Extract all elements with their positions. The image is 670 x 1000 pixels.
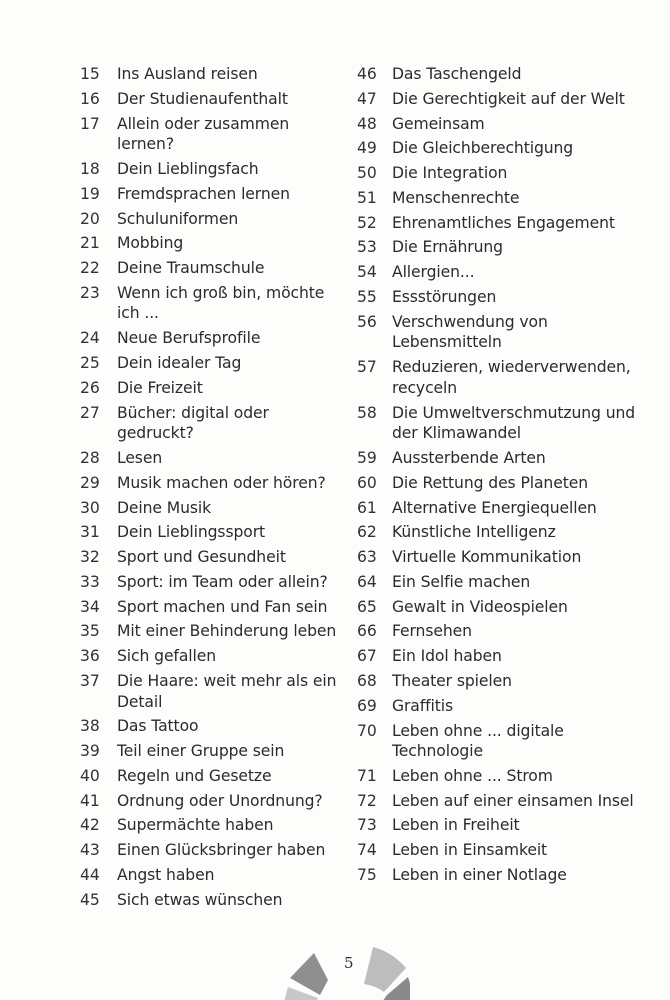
- topic-item: [80, 473, 348, 494]
- topic-item: [80, 865, 348, 886]
- topic-title: Gemeinsam: [392, 114, 485, 133]
- topic-item: [357, 89, 657, 110]
- topic-item: [357, 163, 657, 184]
- topic-item: [80, 890, 348, 911]
- topic-number: 75: [357, 866, 377, 885]
- topic-title: Schuluniformen: [117, 209, 239, 228]
- topic-item: [80, 353, 348, 374]
- topic-number: 41: [80, 791, 100, 810]
- topic-item: [80, 64, 348, 85]
- topic-number: 16: [80, 89, 100, 108]
- topic-item: [357, 237, 657, 258]
- topic-title: Ein Selfie machen: [392, 572, 531, 591]
- topic-number: 42: [80, 816, 100, 835]
- topic-item: [357, 721, 657, 762]
- topic-number: 74: [357, 841, 377, 860]
- topic-title: Teil einer Gruppe sein: [117, 742, 285, 761]
- topic-number: 17: [80, 114, 100, 133]
- topic-item: [80, 815, 348, 836]
- topic-title: Die Umweltverschmutzung und der Klimawandel: [392, 403, 636, 443]
- topic-number: 33: [80, 572, 100, 591]
- topic-number: 49: [357, 139, 377, 158]
- topic-number: 58: [357, 403, 377, 422]
- topic-number: 27: [80, 403, 100, 422]
- topic-title: Leben in Einsamkeit: [392, 841, 548, 860]
- topic-item: [357, 671, 657, 692]
- topic-number: 44: [80, 866, 100, 885]
- topic-item: [80, 209, 348, 230]
- topic-item: [80, 547, 348, 568]
- topic-item: [357, 473, 657, 494]
- topic-number: 55: [357, 288, 377, 307]
- topic-title: Ein Idol haben: [392, 647, 502, 666]
- topic-number: 57: [357, 358, 377, 377]
- topic-item: [80, 766, 348, 787]
- topic-number: 70: [357, 721, 377, 740]
- topic-title: Lesen: [117, 448, 163, 467]
- topic-title: Die Freizeit: [117, 378, 203, 397]
- topic-title: Graffitis: [392, 696, 454, 715]
- topic-item: [357, 312, 657, 353]
- topic-number: 53: [357, 238, 377, 257]
- topic-number: 35: [80, 622, 100, 641]
- topic-title: Dein Lieblingssport: [117, 523, 266, 542]
- topic-item: [357, 287, 657, 308]
- topic-title: Die Gerechtigkeit auf der Welt: [392, 89, 625, 108]
- topic-item: [80, 184, 348, 205]
- topic-item: [80, 283, 348, 324]
- topic-title: Die Ernährung: [392, 238, 503, 257]
- topic-title: Verschwendung von Lebensmitteln: [392, 312, 548, 352]
- topic-title: Deine Traumschule: [117, 259, 265, 278]
- topic-title: Allergien...: [392, 263, 475, 282]
- topic-title: Fremdsprachen lernen: [117, 184, 290, 203]
- topic-title: Die Gleichberechtigung: [392, 139, 574, 158]
- topic-list-left: [80, 64, 348, 915]
- topic-title: Allein oder zusammen lernen?: [117, 114, 290, 154]
- topic-title: Theater spielen: [392, 671, 512, 690]
- topic-title: Bücher: digital oder gedruckt?: [117, 403, 269, 443]
- topic-number: 52: [357, 213, 377, 232]
- topic-title: Wenn ich groß bin, möchte ich ...: [117, 283, 325, 323]
- topic-item: [80, 159, 348, 180]
- topic-title: Leben auf einer einsamen Insel: [392, 791, 634, 810]
- topic-item: [357, 213, 657, 234]
- topic-title: Sport machen und Fan sein: [117, 597, 328, 616]
- topic-item: [80, 522, 348, 543]
- topic-number: 68: [357, 671, 377, 690]
- topic-item: [357, 403, 657, 444]
- topic-title: Alternative Energiequellen: [392, 498, 597, 517]
- topic-title: Aussterbende Arten: [392, 448, 546, 467]
- topic-title: Menschenrechte: [392, 188, 520, 207]
- topic-number: 66: [357, 622, 377, 641]
- topic-number: 65: [357, 597, 377, 616]
- topic-number: 45: [80, 890, 100, 909]
- topic-number: 24: [80, 329, 100, 348]
- topic-number: 19: [80, 184, 100, 203]
- topic-number: 21: [80, 234, 100, 253]
- topic-list-right: [357, 64, 657, 890]
- topic-number: 73: [357, 816, 377, 835]
- topic-number: 18: [80, 159, 100, 178]
- topic-number: 59: [357, 448, 377, 467]
- topic-number: 30: [80, 498, 100, 517]
- topic-number: 25: [80, 354, 100, 372]
- topic-item: [80, 716, 348, 737]
- topic-item: [80, 258, 348, 279]
- topic-number: 15: [80, 65, 100, 83]
- topic-number: 37: [80, 671, 100, 690]
- topic-item: [357, 840, 657, 861]
- topic-number: 50: [357, 164, 377, 183]
- topic-number: 38: [80, 717, 100, 736]
- topic-title: Sport: im Team oder allein?: [117, 572, 328, 591]
- topic-title: Dein Lieblingsfach: [117, 159, 259, 178]
- topic-item: [80, 646, 348, 667]
- topic-title: Einen Glücksbringer haben: [117, 841, 326, 860]
- topic-title: Die Integration: [392, 164, 508, 183]
- topic-title: Dein idealer Tag: [117, 354, 242, 372]
- topic-number: 62: [357, 523, 377, 542]
- topic-number: 51: [357, 188, 377, 207]
- topic-title: Sich etwas wünschen: [117, 890, 283, 909]
- topic-number: 47: [357, 89, 377, 108]
- topic-item: [357, 138, 657, 159]
- topic-item: [80, 597, 348, 618]
- page-number: 5: [344, 954, 354, 972]
- topic-title: Fernsehen: [392, 622, 472, 641]
- topic-number: 71: [357, 766, 377, 785]
- topic-title: Das Taschengeld: [392, 65, 522, 83]
- topic-item: [80, 328, 348, 349]
- topic-title: Mit einer Behinderung leben: [117, 622, 337, 641]
- topic-number: 60: [357, 473, 377, 492]
- topic-number: 63: [357, 548, 377, 567]
- topic-item: [80, 498, 348, 519]
- topic-item: [357, 766, 657, 787]
- topic-item: [357, 357, 657, 398]
- topic-item: [80, 791, 348, 812]
- topic-title: Leben in einer Notlage: [392, 866, 567, 885]
- topic-title: Mobbing: [117, 234, 184, 253]
- topic-number: 43: [80, 841, 100, 860]
- topic-title: Reduzieren, wiederverwenden, recyceln: [392, 358, 631, 397]
- topic-item: [357, 696, 657, 717]
- topic-title: Leben ohne ... Strom: [392, 766, 553, 785]
- topic-title: Sport und Gesundheit: [117, 548, 286, 567]
- topic-number: 64: [357, 572, 377, 591]
- topic-number: 36: [80, 647, 100, 666]
- topic-title: Ins Ausland reisen: [117, 65, 258, 83]
- topic-number: 32: [80, 548, 100, 567]
- topic-number: 20: [80, 209, 100, 228]
- topic-item: [357, 646, 657, 667]
- topic-number: 61: [357, 498, 377, 517]
- topic-item: [357, 522, 657, 543]
- topic-number: 22: [80, 259, 100, 278]
- topic-item: [357, 572, 657, 593]
- topic-title: Der Studienaufenthalt: [117, 89, 288, 108]
- topic-title: Essstörungen: [392, 288, 497, 307]
- topic-title: Gewalt in Videospielen: [392, 597, 568, 616]
- topic-title: Ordnung oder Unordnung?: [117, 791, 323, 810]
- topic-title: Künstliche Intelligenz: [392, 523, 556, 542]
- topic-title: Angst haben: [117, 866, 215, 885]
- topic-item: [80, 378, 348, 399]
- topic-item: [80, 448, 348, 469]
- topic-title: Ehrenamtliches Engagement: [392, 213, 615, 232]
- topic-number: 48: [357, 114, 377, 133]
- topic-item: [357, 815, 657, 836]
- topic-number: 69: [357, 696, 377, 715]
- topic-item: [357, 64, 657, 85]
- topic-item: [357, 498, 657, 519]
- topic-item: [80, 114, 348, 155]
- topic-item: [357, 547, 657, 568]
- topic-item: [357, 448, 657, 469]
- page-footer: [270, 930, 410, 1000]
- topic-title: Die Rettung des Planeten: [392, 473, 589, 492]
- topic-title: Virtuelle Kommunikation: [392, 548, 582, 567]
- topic-number: 54: [357, 263, 377, 282]
- topic-title: Supermächte haben: [117, 816, 274, 835]
- topic-item: [357, 621, 657, 642]
- topic-title: Leben in Freiheit: [392, 816, 520, 835]
- topic-item: [80, 233, 348, 254]
- topic-number: 46: [357, 65, 377, 83]
- topic-number: 56: [357, 312, 377, 331]
- topic-title: Regeln und Gesetze: [117, 766, 272, 785]
- topic-item: [80, 671, 348, 712]
- topic-number: 67: [357, 647, 377, 666]
- topic-number: 40: [80, 766, 100, 785]
- topic-item: [80, 840, 348, 861]
- topic-title: Musik machen oder hören?: [117, 473, 326, 492]
- topic-number: 26: [80, 378, 100, 397]
- topic-item: [80, 403, 348, 444]
- topic-title: Leben ohne ... digitale Technologie: [392, 721, 564, 761]
- topic-title: Sich gefallen: [117, 647, 217, 666]
- topic-title: Das Tattoo: [117, 717, 199, 736]
- topic-number: 31: [80, 523, 100, 542]
- topic-item: [357, 114, 657, 135]
- topic-item: [357, 865, 657, 886]
- topic-number: 29: [80, 473, 100, 492]
- topic-title: Deine Musik: [117, 498, 212, 517]
- topic-number: 34: [80, 597, 100, 616]
- color-wheel-decoration-icon: [270, 930, 410, 1000]
- topic-item: [80, 572, 348, 593]
- topic-item: [357, 791, 657, 812]
- topic-title: Die Haare: weit mehr als ein Detail: [117, 671, 337, 711]
- topic-item: [80, 89, 348, 110]
- topic-title: Neue Berufsprofile: [117, 329, 261, 348]
- topic-number: 23: [80, 283, 100, 302]
- topic-number: 39: [80, 742, 100, 761]
- topic-item: [357, 597, 657, 618]
- topic-item: [80, 741, 348, 762]
- topic-item: [357, 188, 657, 209]
- topic-item: [80, 621, 348, 642]
- topic-number: 72: [357, 791, 377, 810]
- topic-item: [357, 262, 657, 283]
- topic-number: 28: [80, 448, 100, 467]
